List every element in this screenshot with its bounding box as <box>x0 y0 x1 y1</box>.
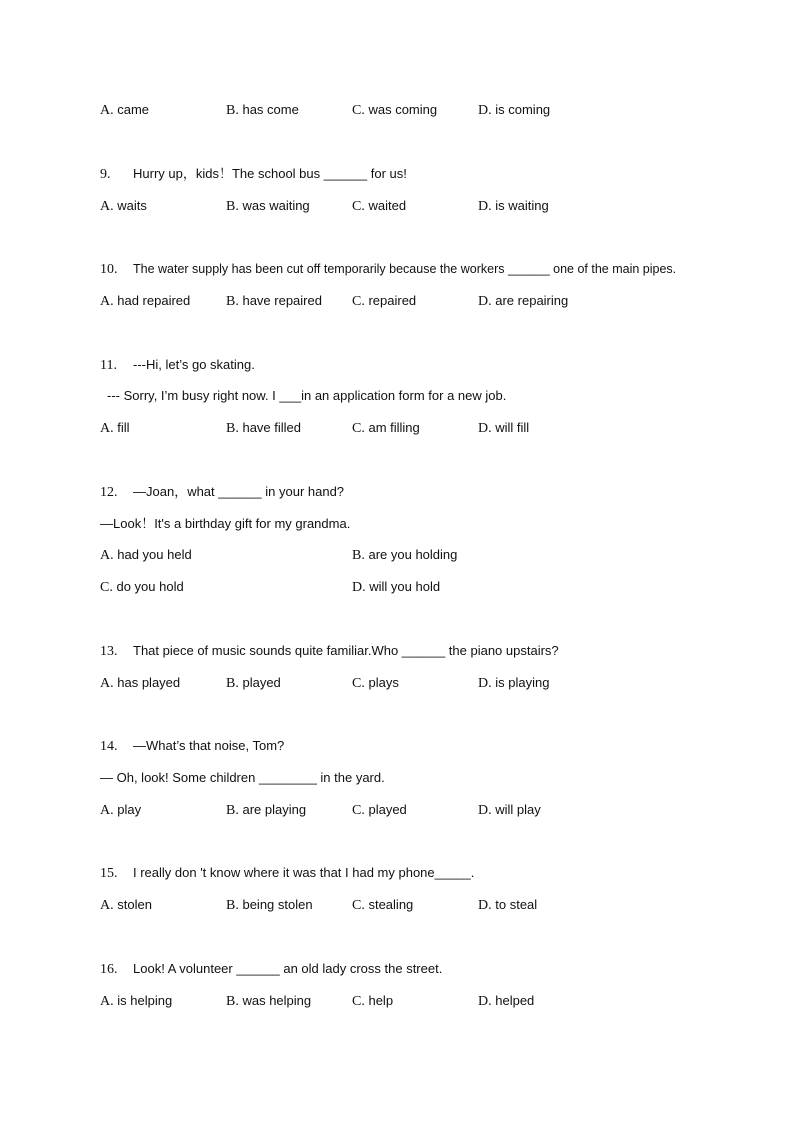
question-stem: 16. Look! A volunteer ______ an old lady cross the street. <box>100 961 443 977</box>
question-stem: 12. —Joan，what ______ in your hand? <box>100 484 345 500</box>
question-stem-line-2: —Look！It's a birthday gift for my grandma. <box>100 516 351 531</box>
option-b[interactable]: B. are playing <box>226 802 307 818</box>
option-c[interactable]: C. plays <box>352 675 399 691</box>
option-a[interactable]: A. stolen <box>100 897 152 913</box>
question-number: 9. <box>100 167 111 182</box>
option-d[interactable]: D. is playing <box>478 675 550 691</box>
option-a[interactable]: A. waits <box>100 198 147 214</box>
option-c[interactable]: C. was coming <box>352 102 438 118</box>
option-b[interactable]: B. have filled <box>226 420 302 436</box>
question-stem: 9. Hurry up，kids！The school bus ______ for us! <box>100 166 407 182</box>
option-d[interactable]: D. will fill <box>478 420 530 436</box>
question-stem: 11. ---Hi, let’s go skating. <box>100 357 255 373</box>
option-d[interactable]: D. will you hold <box>352 579 441 595</box>
option-b[interactable]: B. are you holding <box>352 547 458 563</box>
option-a[interactable]: A. had you held <box>100 547 192 563</box>
question-number: 16. <box>100 962 118 977</box>
option-b[interactable]: B. was waiting <box>226 198 310 214</box>
option-d[interactable]: D. is coming <box>478 102 551 118</box>
option-d[interactable]: D. are repairing <box>478 293 569 309</box>
option-c[interactable]: C. am filling <box>352 420 420 436</box>
question-stem-line-2: — Oh, look! Some children ________ in the yard. <box>100 770 385 785</box>
question-number: 15. <box>100 866 118 881</box>
option-c[interactable]: C. stealing <box>352 897 414 913</box>
option-c[interactable]: C. waited <box>352 198 407 214</box>
option-a[interactable]: A. play <box>100 802 142 818</box>
option-a[interactable]: A. has played <box>100 675 181 691</box>
question-number: 11. <box>100 358 117 373</box>
question-number: 14. <box>100 739 118 754</box>
option-b[interactable]: B. have repaired <box>226 293 322 309</box>
option-d[interactable]: D. will play <box>478 802 541 818</box>
question-stem: 13. That piece of music sounds quite familiar.Who ______ the piano upstairs? <box>100 643 559 659</box>
question-number: 12. <box>100 485 118 500</box>
question-stem-line-2: --- Sorry, I’m busy right now. I ___in an application form for a new job. <box>107 388 507 403</box>
question-stem: 15. I really don 't know where it was that I had my phone_____. <box>100 865 475 881</box>
option-d[interactable]: D. to steal <box>478 897 538 913</box>
question-number: 10. <box>100 262 118 277</box>
question-stem: 14. —What’s that noise, Tom? <box>100 738 285 754</box>
option-c[interactable]: C. played <box>352 802 407 818</box>
option-a[interactable]: A. is helping <box>100 993 173 1009</box>
option-a[interactable]: A. fill <box>100 420 130 436</box>
option-b[interactable]: B. has come <box>226 102 299 118</box>
option-b[interactable]: B. played <box>226 675 281 691</box>
option-d[interactable]: D. helped <box>478 993 535 1009</box>
option-c[interactable]: C. help <box>352 993 394 1009</box>
option-c[interactable]: C. repaired <box>352 293 417 309</box>
option-a[interactable]: A. came <box>100 102 150 118</box>
question-number: 13. <box>100 644 118 659</box>
question-stem: 10. The water supply has been cut off temporarily because the workers ______ one of the main pipes. <box>100 262 677 277</box>
option-b[interactable]: B. was helping <box>226 993 312 1009</box>
option-b[interactable]: B. being stolen <box>226 897 313 913</box>
option-c[interactable]: C. do you hold <box>100 579 184 595</box>
option-a[interactable]: A. had repaired <box>100 293 191 309</box>
option-d[interactable]: D. is waiting <box>478 198 549 214</box>
